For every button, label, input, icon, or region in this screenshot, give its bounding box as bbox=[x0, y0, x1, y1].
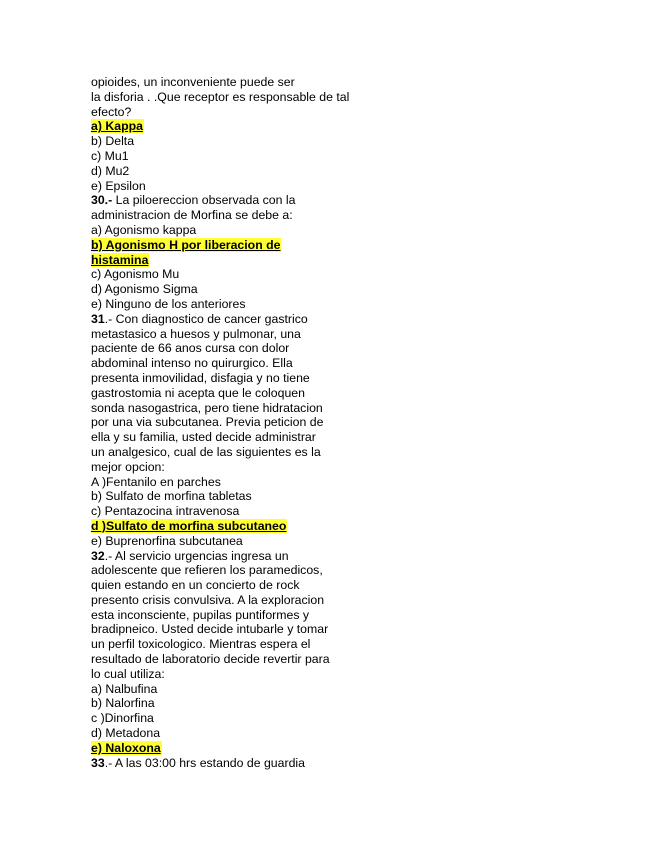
line-text: mejor opcion: bbox=[91, 459, 165, 474]
question-number: 31 bbox=[91, 311, 105, 326]
text-line bbox=[91, 149, 391, 164]
text-line bbox=[91, 179, 391, 194]
line-text: presenta inmovilidad, disfagia y no tiene bbox=[91, 370, 310, 385]
text-line bbox=[91, 386, 391, 401]
text-line bbox=[91, 430, 391, 445]
line-text: opioides, un inconveniente puede ser bbox=[91, 75, 295, 89]
line-text: abdominal intenso no quirurgico. Ella bbox=[91, 356, 293, 371]
line-text: d) Agonismo Sigma bbox=[91, 282, 198, 297]
line-text: bradipneico. Usted decide intubarle y tomar bbox=[91, 622, 329, 637]
text-line bbox=[91, 504, 391, 519]
line-text: un analgesico, cual de las siguientes es la bbox=[91, 444, 321, 459]
text-line bbox=[91, 371, 391, 386]
question-number: 30.- bbox=[91, 193, 113, 208]
line-text: adolescente que refieren los paramedicos, bbox=[91, 563, 323, 578]
text-line bbox=[91, 401, 391, 416]
text-line bbox=[91, 90, 391, 105]
question-line bbox=[91, 193, 391, 208]
text-line bbox=[91, 208, 391, 223]
text-line bbox=[91, 696, 391, 711]
question-number: 32 bbox=[91, 548, 105, 563]
text-line bbox=[91, 682, 391, 697]
text-line bbox=[91, 105, 391, 120]
text-line bbox=[91, 652, 391, 667]
text-line bbox=[91, 622, 391, 637]
highlighted-answer-text: b) Agonismo H por liberacion de bbox=[91, 237, 281, 252]
line-text: c) Pentazocina intravenosa bbox=[91, 504, 240, 519]
answer-line-highlighted bbox=[91, 741, 391, 756]
line-text: e) Buprenorfina subcutanea bbox=[91, 533, 243, 548]
text-line bbox=[91, 75, 391, 90]
text-line bbox=[91, 327, 391, 342]
text-line bbox=[91, 667, 391, 682]
text-line bbox=[91, 534, 391, 549]
text-line bbox=[91, 356, 391, 371]
text-line bbox=[91, 415, 391, 430]
line-text: .- Con diagnostico de cancer gastrico bbox=[104, 311, 308, 326]
text-line bbox=[91, 134, 391, 149]
line-text: administracion de Morfina se debe a: bbox=[91, 208, 293, 223]
text-line bbox=[91, 267, 391, 282]
line-text: a) Nalbufina bbox=[91, 681, 158, 696]
text-line bbox=[91, 593, 391, 608]
line-text: a) Agonismo kappa bbox=[91, 222, 197, 237]
highlighted-answer-text: d )Sulfato de morfina subcutaneo bbox=[91, 518, 287, 533]
document-body bbox=[91, 75, 391, 770]
line-text: la disforia . .Que receptor es responsable de tal bbox=[91, 89, 350, 104]
line-text: paciente de 66 anos cursa con dolor bbox=[91, 341, 290, 356]
line-text: b) Nalorfina bbox=[91, 696, 155, 711]
text-line bbox=[91, 297, 391, 312]
text-line bbox=[91, 608, 391, 623]
line-text: d) Metadona bbox=[91, 726, 161, 741]
line-text: c) Agonismo Mu bbox=[91, 267, 180, 282]
text-line bbox=[91, 341, 391, 356]
line-text: resultado de laboratorio decide revertir para bbox=[91, 652, 330, 667]
answer-line-highlighted bbox=[91, 253, 391, 268]
line-text: c) Mu1 bbox=[91, 148, 129, 163]
line-text: quien estando en un concierto de rock bbox=[91, 578, 300, 593]
line-text: presento crisis convulsiva. A la exploracion bbox=[91, 592, 325, 607]
line-text: A )Fentanilo en parches bbox=[91, 474, 221, 489]
line-text: e) Ninguno de los anteriores bbox=[91, 296, 246, 311]
line-text: b) Delta bbox=[91, 134, 135, 149]
line-text: efecto? bbox=[91, 104, 132, 119]
text-line bbox=[91, 578, 391, 593]
text-line bbox=[91, 223, 391, 238]
text-line bbox=[91, 637, 391, 652]
line-text: e) Epsilon bbox=[91, 178, 146, 193]
answer-line-highlighted bbox=[91, 238, 391, 253]
line-text: sonda nasogastrica, pero tiene hidratacion bbox=[91, 400, 323, 415]
text-line bbox=[91, 445, 391, 460]
highlighted-answer-text: e) Naloxona bbox=[91, 740, 161, 755]
line-text: ella y su familia, usted decide administrar bbox=[91, 430, 316, 445]
line-text: por una via subcutanea. Previa peticion de bbox=[91, 415, 324, 430]
line-text: d) Mu2 bbox=[91, 163, 130, 178]
text-line bbox=[91, 489, 391, 504]
text-line bbox=[91, 726, 391, 741]
line-text: b) Sulfato de morfina tabletas bbox=[91, 489, 252, 504]
question-line bbox=[91, 549, 391, 564]
line-text: gastrostomia ni acepta que le coloquen bbox=[91, 385, 305, 400]
line-text: .- Al servicio urgencias ingresa un bbox=[104, 548, 289, 563]
answer-line-highlighted bbox=[91, 119, 391, 134]
question-line bbox=[91, 756, 391, 771]
highlighted-answer-text: histamina bbox=[91, 252, 149, 267]
line-text: esta inconsciente, pupilas puntiformes y bbox=[91, 607, 310, 622]
line-text: metastasico a huesos y pulmonar, una bbox=[91, 326, 301, 341]
text-line bbox=[91, 282, 391, 297]
question-line bbox=[91, 312, 391, 327]
line-text: La piloereccion observada con la bbox=[112, 193, 296, 208]
line-text: c )Dinorfina bbox=[91, 711, 154, 726]
line-text: .- A las 03:00 hrs estando de guardia bbox=[104, 755, 305, 770]
question-number: 33 bbox=[91, 755, 105, 770]
highlighted-answer-text: a) Kappa bbox=[91, 119, 143, 134]
text-line bbox=[91, 164, 391, 179]
text-line bbox=[91, 460, 391, 475]
text-line bbox=[91, 475, 391, 490]
text-line bbox=[91, 711, 391, 726]
answer-line-highlighted bbox=[91, 519, 391, 534]
line-text: lo cual utiliza: bbox=[91, 666, 165, 681]
line-text: un perfil toxicologico. Mientras espera el bbox=[91, 637, 311, 652]
text-line bbox=[91, 563, 391, 578]
